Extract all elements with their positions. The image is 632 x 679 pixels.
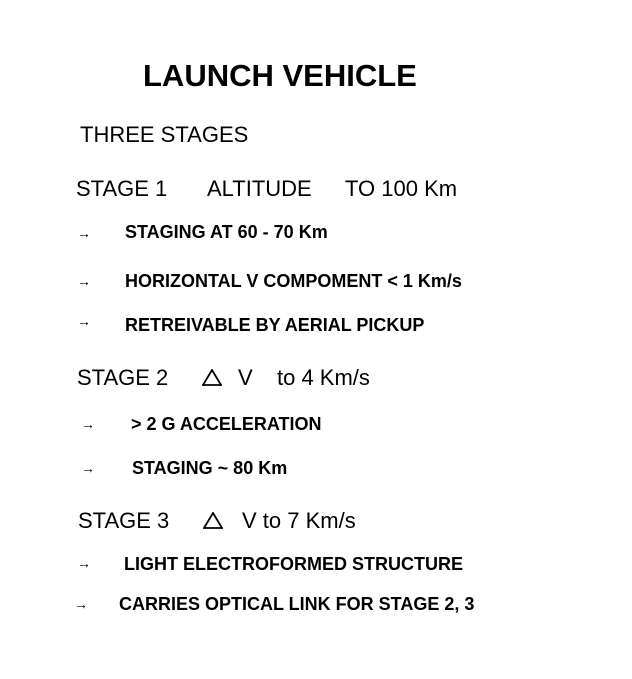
subtitle: THREE STAGES [80, 122, 249, 147]
stage1-altitude: ALTITUDE [207, 176, 312, 201]
stage3-v: V to 7 Km/s [242, 508, 356, 533]
slide-title: LAUNCH VEHICLE [143, 58, 417, 93]
stage1-label: STAGE 1 [76, 176, 168, 201]
stage3-bullet: LIGHT ELECTROFORMED STRUCTURE [124, 554, 463, 574]
stage2-bullet: STAGING ~ 80 Km [132, 458, 288, 478]
stage2-label: STAGE 2 [77, 365, 169, 390]
stage1-bullet: STAGING AT 60 - 70 Km [125, 222, 328, 242]
stage2-v: V [238, 365, 253, 390]
stage2-bullet: > 2 G ACCELERATION [131, 414, 322, 434]
stage2-target: to 4 Km/s [277, 365, 370, 390]
stage1-bullet: RETREIVABLE BY AERIAL PICKUP [125, 315, 425, 335]
stage3-bullet: CARRIES OPTICAL LINK FOR STAGE 2, 3 [119, 594, 475, 614]
stage1-bullet: HORIZONTAL V COMPOMENT < 1 Km/s [125, 271, 462, 291]
arrow-icon: → [81, 460, 95, 476]
arrow-icon: → [77, 273, 91, 289]
arrow-icon: → [81, 416, 95, 432]
delta-triangle-icon [203, 512, 223, 529]
arrow-icon: → [77, 555, 91, 571]
arrow-icon: → [77, 313, 91, 329]
stage1-target: TO 100 Km [345, 176, 458, 201]
arrow-icon: → [74, 596, 88, 612]
arrow-icon: → [77, 225, 91, 241]
delta-triangle-icon [202, 369, 222, 386]
stage3-label: STAGE 3 [78, 508, 170, 533]
